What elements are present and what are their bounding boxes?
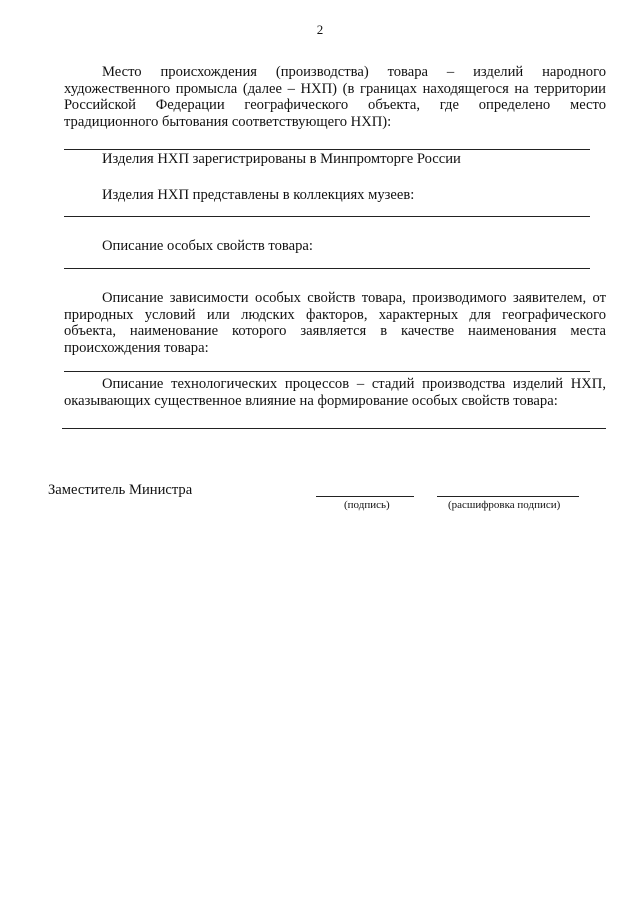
page-number: 2: [316, 22, 324, 37]
dependence-paragraph: Описание зависимости особых свойств товара, производимого заявителем, от природных условий или людских факторов, характерных для географического объекта, наименование которого заявляется в качестве наименования места происхождения товара:: [64, 290, 606, 356]
registered-statement: Изделия НХП зарегистрированы в Минпромторге России: [102, 151, 461, 167]
museums-statement: Изделия НХП представлены в коллекциях музеев:: [102, 187, 415, 203]
origin-place-fill-line: [64, 149, 590, 150]
museums-fill-line: [64, 216, 590, 217]
special-properties-fill-line: [64, 268, 590, 269]
signature-decoding-line: [437, 496, 579, 497]
special-properties-label: Описание особых свойств товара:: [102, 238, 313, 254]
technology-paragraph: Описание технологических процессов – стадий производства изделий НХП, оказывающих существенное влияние на формирование особых свойств товара:: [64, 376, 606, 409]
signature-caption: (подпись): [344, 499, 390, 511]
signature-decoding-caption: (расшифровка подписи): [448, 499, 561, 511]
technology-fill-line: [62, 428, 606, 429]
signatory-title: Заместитель Министра: [48, 482, 193, 498]
signature-line: [316, 496, 414, 497]
dependence-fill-line: [64, 371, 590, 372]
origin-place-paragraph: Место происхождения (производства) товара – изделий народного художественного промысла (далее – НХП) (в границах находящегося на территории Российской Федерации географического объекта, где определено место традиционного бытования соответствующего НХП):: [64, 64, 606, 130]
